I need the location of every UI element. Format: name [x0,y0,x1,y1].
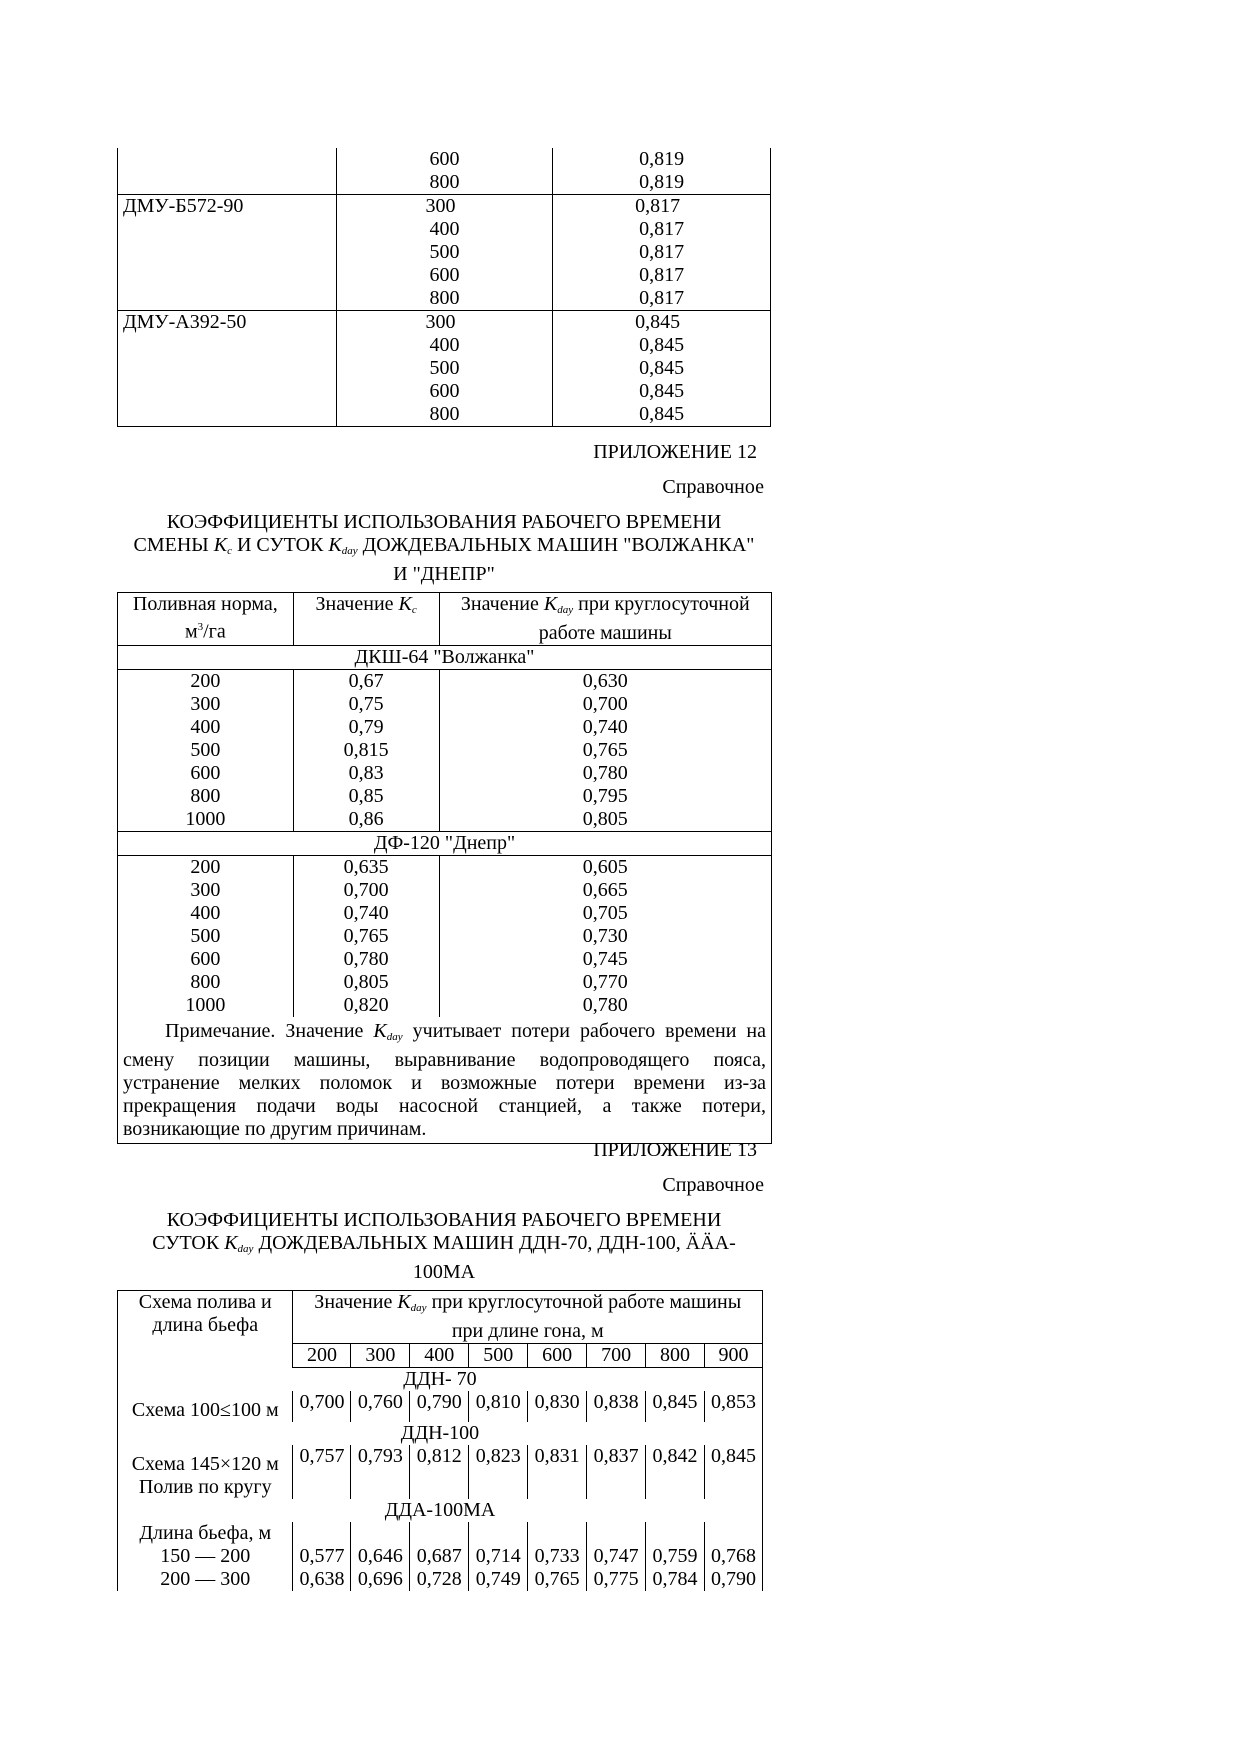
table-row [118,994,772,1017]
table-row [118,264,771,287]
kday-cell: 0,740 [439,716,771,739]
rate-cell: 200 [118,856,294,880]
table-row [118,334,771,357]
kday-cell: 0,749 [469,1568,528,1591]
kday-cell: 0,830 [528,1391,587,1422]
length-cell: 800 [336,171,553,195]
machine-cell [118,287,337,311]
kday-cell: 0,790 [410,1391,469,1422]
empty-cell [704,1476,762,1499]
scheme-cell: 150 — 200 [160,1545,251,1567]
table-row [118,403,771,427]
appendix-13-title: КОЭФФИЦИЕНТЫ ИСПОЛЬЗОВАНИЯ РАБОЧЕГО ВРЕМЕНИ СУТОК $K_{day}$ ДОЖДЕВАЛЬНЫХ МАШИН ДДН-70, ДДН-100, ÄÄА- 100МА [152,1209,736,1283]
machine-cell: ДМУ-А392-50 [118,311,337,335]
empty-cell [351,1522,410,1545]
rate-cell: 600 [190,948,221,970]
section-ddn100: ДДН-100 [400,1422,480,1444]
kday-cell: 0,728 [410,1568,469,1591]
length-header-cell: 700 [587,1344,646,1368]
appendix-12-title: КОЭФФИЦИЕНТЫ ИСПОЛЬЗОВАНИЯ РАБОЧЕГО ВРЕМЕНИ СМЕНЫ $K_c$ И СУТОК $K_{day}$ ДОЖДЕВАЛЬНЫХ МАШИН "ВОЛЖАНКА" И "ДНЕПР" [133,511,755,585]
length-header-cell: 600 [528,1344,587,1368]
kday-cell: 0,760 [351,1391,410,1422]
kday-cell: 0,775 [587,1568,646,1591]
header-kc: Значение $K_c$ [293,593,439,646]
table-row [118,380,771,403]
kc-cell: 0,635 [293,856,439,880]
rate-cell: 1000 [185,994,226,1016]
empty-cell [704,1522,762,1545]
kday-cell: 0,687 [410,1545,469,1568]
kday-cell: 0,577 [293,1545,351,1568]
appendix-13-label: ПРИЛОЖЕНИЕ 13 [593,1139,757,1161]
kday-cell: 0,700 [439,693,771,716]
header-irrigation-rate: Поливная норма, $м^3/га$ [132,593,278,643]
kday-cell: 0,793 [351,1445,410,1476]
kday-cell: 0,831 [528,1445,587,1476]
machine-cell [118,380,337,403]
kday-cell: 0,795 [439,785,771,808]
table-row [118,856,772,880]
kc-cell: 0,820 [293,994,439,1017]
kday-cell: 0,812 [410,1445,469,1476]
table-row [118,1476,763,1499]
scheme-cell: 200 — 300 [160,1568,251,1590]
length-header-cell: 900 [704,1344,762,1368]
kday-cell: 0,780 [439,994,771,1017]
kday-cell: 0,784 [646,1568,705,1591]
empty-cell [469,1522,528,1545]
table-row [118,879,772,902]
machine-cell [118,218,337,241]
kday-cell: 0,838 [587,1391,646,1422]
kday-cell: 0,845 [646,1391,705,1422]
table-row [118,808,772,832]
value-cell: 0,817 [553,218,771,241]
kday-cell: 0,696 [351,1568,410,1591]
length-cell: 600 [336,264,553,287]
header-kday-length: Значение $K_{day}$ при круглосуточной работе машины при длине гона, м [293,1291,763,1344]
kc-cell: 0,740 [293,902,439,925]
kday-cell: 0,630 [439,670,771,694]
table-row [118,693,772,716]
kday-cell: 0,780 [439,762,771,785]
length-cell: 300 [332,195,549,219]
machine-cell [118,403,337,427]
kday-cell: 0,765 [528,1568,587,1591]
kday-cell: 0,790 [704,1568,762,1591]
kc-cell: 0,79 [293,716,439,739]
table-row [118,670,772,694]
scheme-cell: Схема 100≤100 м [131,1399,279,1421]
length-cell: 300 [332,311,549,335]
rate-cell: 500 [190,739,221,761]
table-row [118,1522,763,1545]
empty-cell [646,1522,705,1545]
kday-cell: 0,705 [439,902,771,925]
section-row [118,1422,763,1445]
kday-cell: 0,714 [469,1545,528,1568]
table-row [118,311,771,335]
continuation-table [117,148,771,427]
scheme-cell: Длина бьефа, м [139,1522,272,1544]
empty-cell [587,1522,646,1545]
table-row [118,287,771,311]
kday-cell: 0,842 [646,1445,705,1476]
rate-cell: 400 [190,902,221,924]
kc-cell: 0,815 [293,739,439,762]
table-row [118,1545,763,1568]
kday-cell: 0,730 [439,925,771,948]
kc-cell: 0,765 [293,925,439,948]
section-volzhanka: ДКШ-64 "Волжанка" [118,646,772,670]
value-cell: 0,817 [553,264,771,287]
kday-cell: 0,810 [469,1391,528,1422]
value-cell: 0,845 [553,357,771,380]
kday-cell: 0,605 [439,856,771,880]
kc-cell: 0,86 [293,808,439,832]
length-cell: 600 [336,380,553,403]
kday-cell: 0,646 [351,1545,410,1568]
length-header-cell: 800 [646,1344,705,1368]
table-row [118,171,771,195]
table-row [118,218,771,241]
empty-cell [587,1476,646,1499]
appendix-12-label: ПРИЛОЖЕНИЕ 12 [593,441,757,463]
scheme-cell: Полив по кругу [138,1476,272,1498]
machine-cell [118,171,337,195]
kday-cell: 0,757 [293,1445,351,1476]
value-cell: 0,817 [553,241,771,264]
value-cell: 0,845 [549,311,767,335]
length-cell: 500 [336,241,553,264]
length-cell: 400 [336,218,553,241]
length-cell: 800 [336,287,553,311]
empty-cell [410,1522,469,1545]
rate-cell: 1000 [185,808,226,830]
kday-cell: 0,747 [587,1545,646,1568]
empty-cell [293,1522,351,1545]
section-row [118,1499,763,1522]
rate-cell: 400 [190,716,221,738]
header-scheme: Схема полива и длина бьефа [138,1291,272,1336]
value-cell: 0,819 [553,171,771,195]
rate-cell: 200 [118,670,294,694]
table-row [118,902,772,925]
kday-cell: 0,765 [439,739,771,762]
kc-cell: 0,85 [293,785,439,808]
table-row [118,762,772,785]
table-row [118,716,772,739]
machine-cell [118,357,337,380]
kc-cell: 0,780 [293,948,439,971]
kc-cell: 0,805 [293,971,439,994]
kc-cell: 0,75 [293,693,439,716]
empty-cell [469,1476,528,1499]
kday-cell: 0,665 [439,879,771,902]
value-cell: 0,845 [553,380,771,403]
section-ddn70: ДДН- 70 [403,1368,477,1390]
rate-cell: 500 [190,925,221,947]
machine-cell [118,148,337,171]
section-row [118,1368,763,1392]
appendix-13-table [117,1290,763,1591]
table-row [118,1391,763,1422]
length-cell: 400 [336,334,553,357]
value-cell: 0,845 [553,334,771,357]
kc-cell: 0,700 [293,879,439,902]
kday-cell: 0,759 [646,1545,705,1568]
empty-cell [646,1476,705,1499]
empty-cell [351,1476,410,1499]
value-cell: 0,819 [553,148,771,171]
empty-cell [410,1476,469,1499]
table-row [118,785,772,808]
machine-cell [118,334,337,357]
rate-cell: 300 [190,693,221,715]
table-row [118,1445,763,1476]
length-cell: 500 [336,357,553,380]
length-header-cell: 300 [351,1344,410,1368]
table-row [118,1568,763,1591]
value-cell: 0,845 [553,403,771,427]
table-row [118,357,771,380]
kday-cell: 0,745 [439,948,771,971]
kday-cell: 0,823 [469,1445,528,1476]
kday-cell: 0,700 [293,1391,351,1422]
length-header-cell: 200 [293,1344,351,1368]
kday-cell: 0,768 [704,1545,762,1568]
section-dnepr: ДФ-120 "Днепр" [118,832,772,856]
table-row [118,739,772,762]
table-row [118,148,771,171]
empty-cell [293,1476,351,1499]
table-row [118,195,771,219]
kday-cell: 0,845 [704,1445,762,1476]
rate-cell: 800 [190,785,221,807]
kday-cell: 0,733 [528,1545,587,1568]
length-header-cell: 400 [410,1344,469,1368]
kday-cell: 0,837 [587,1445,646,1476]
length-header-cell: 500 [469,1344,528,1368]
rate-cell: 800 [190,971,221,993]
rate-cell: 300 [190,879,221,901]
length-cell: 800 [336,403,553,427]
empty-cell [528,1522,587,1545]
length-cell: 600 [336,148,553,171]
machine-cell: ДМУ-Б572-90 [118,195,337,219]
appendix-12-note: Примечание. Значение $K_{day}$ учитывает потери рабочего времени на смену позиции машины, выравнивание водопроводящего пояса, устранение мелких поломок и возможные потери времени из-за прекращения подачи воды насосной станцией, а также потери, возникающие по другим причинам. [123,1020,766,1140]
appendix-13-kind: Справочное [662,1174,764,1196]
value-cell: 0,817 [549,195,767,219]
kc-cell: 0,67 [293,670,439,694]
machine-cell [118,241,337,264]
table-row [118,241,771,264]
kc-cell: 0,83 [293,762,439,785]
kday-cell: 0,638 [293,1568,351,1591]
value-cell: 0,817 [553,287,771,311]
empty-cell [528,1476,587,1499]
appendix-12-kind: Справочное [662,476,764,498]
kday-cell: 0,853 [704,1391,762,1422]
table-row [118,948,772,971]
machine-cell [118,264,337,287]
scheme-cell: Схема 145×120 м [131,1453,279,1475]
table-row [118,925,772,948]
section-dda100ma: ДДА-100МА [384,1499,496,1521]
kday-cell: 0,805 [439,808,771,832]
header-kday: Значение $K_{day}$ при круглосуточной работе машины [439,593,771,646]
table-row [118,971,772,994]
rate-cell: 600 [190,762,221,784]
kday-cell: 0,770 [439,971,771,994]
appendix-12-table [117,592,772,1144]
